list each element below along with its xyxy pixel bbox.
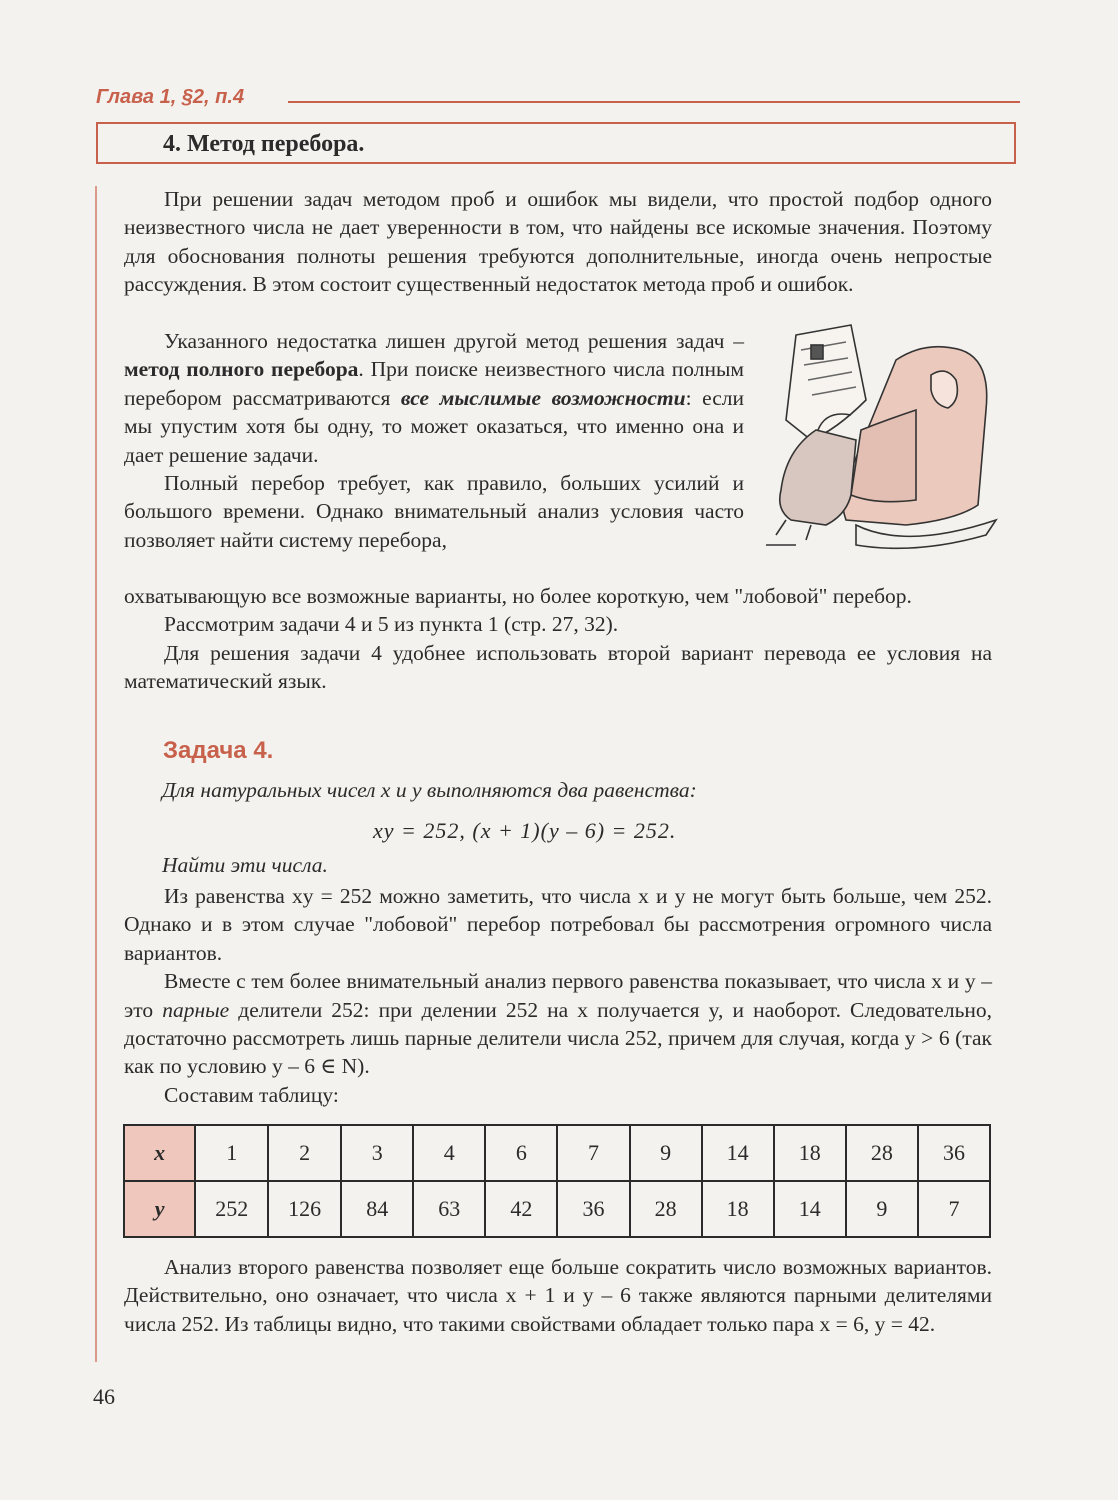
p7-emphasis: парные [162, 997, 230, 1022]
table-cell: 6 [485, 1125, 557, 1181]
table-cell: 7 [918, 1181, 990, 1237]
reader-illustration [756, 320, 1006, 550]
p2-text-e: : если мы упустим хотя бы одну, то может оказаться, что именно она и дает решение задачи. [124, 385, 744, 467]
table-cell: 9 [630, 1125, 702, 1181]
table-cell: 126 [268, 1181, 341, 1237]
table-cell: 3 [341, 1125, 413, 1181]
section-title: 4. Метод перебора. [163, 131, 365, 157]
table-row-y [124, 1181, 990, 1237]
paragraph-2-block [124, 327, 744, 554]
table-cell: 42 [485, 1181, 557, 1237]
table-header-x: x [124, 1125, 195, 1181]
table-cell: 36 [557, 1181, 629, 1237]
p7-text-a: Вместе с тем более внимательный анализ первого равенства показывает, что числа x и y – это [124, 969, 992, 1022]
margin-rule [95, 186, 97, 1362]
table-cell: 28 [846, 1125, 918, 1181]
paragraph-6-block [124, 882, 992, 1109]
table-cell: 28 [630, 1181, 702, 1237]
table-cell: 9 [846, 1181, 918, 1237]
table-cell: 18 [702, 1181, 774, 1237]
paragraph-3b-block [124, 582, 992, 696]
table-header-y: y [124, 1181, 195, 1237]
table-cell: 1 [195, 1125, 268, 1181]
p2-term: метод полного перебора [124, 357, 359, 382]
header-rule [288, 101, 1020, 103]
paragraph-9: Анализ второго равенства позволяет еще больше сократить число возможных вариантов. Действительно, оно означает, что числа x + 1 и y – 6 также являются парными делителями числа 252. Из таблицы видно, что такими свойствами обладает только пара x = 6, y = 42. [124, 1255, 992, 1336]
p7-text-c: делители 252: при делении 252 на x получается y, и наоборот. Следовательно, достаточно рассмотреть лишь парные делители числа 252, причем для случая, когда y > 6 (так как по условию y – 6 ∈ N). [124, 997, 993, 1079]
paragraph-8: Составим таблицу: [164, 1082, 339, 1107]
table-cell: 2 [268, 1125, 341, 1181]
table-cell: 14 [702, 1125, 774, 1181]
paragraph-2 [124, 327, 744, 469]
paragraph-4: Рассмотрим задачи 4 и 5 из пункта 1 (стр. 27, 32). [164, 612, 619, 637]
chapter-header: Глава 1, §2, п.4 [96, 86, 245, 108]
table-cell: 63 [413, 1181, 485, 1237]
paragraph-9-block [124, 1253, 992, 1338]
paragraph-6: Из равенства xy = 252 можно заметить, что числа x и y не могут быть больше, чем 252. Однако и в этом случае "лобовой" перебор потребовал бы рассмотрения огромного числа вариантов. [124, 884, 992, 965]
page-number: 46 [93, 1384, 115, 1409]
table-cell: 18 [774, 1125, 846, 1181]
table-row-x [124, 1125, 990, 1181]
paragraph-3b: охватывающую все возможные варианты, но более короткую, чем "лобовой" перебор. [124, 584, 912, 608]
task-formula: xy = 252, (x + 1)(y – 6) = 252. [373, 818, 677, 843]
table-cell: 84 [341, 1181, 413, 1237]
table-cell: 14 [774, 1181, 846, 1237]
paragraph-1-block [124, 185, 992, 299]
task-find: Найти эти числа. [162, 853, 328, 877]
task-statement: Для натуральных чисел x и y выполняются два равенства: [162, 778, 697, 802]
paragraph-7 [124, 967, 992, 1081]
divisor-table [123, 1124, 991, 1238]
p2-emphasis: все мыслимые возможности [400, 385, 686, 410]
paragraph-5: Для решения задачи 4 удобнее использовать второй вариант перевода ее условия на математический язык. [124, 640, 992, 694]
paragraph-1: При решении задач методом проб и ошибок мы видели, что простой подбор одного неизвестного числа не дает уверенности в том, что найдены все искомые значения. Поэтому для обоснования полноты решения требуются дополнительные, иногда очень непростые рассуждения. В этом состоит существенный недостаток метода проб и ошибок. [124, 187, 992, 297]
p2-text-a: Указанного недостатка лишен другой метод решения задач – [164, 329, 744, 353]
paragraph-3a: Полный перебор требует, как правило, больших усилий и большого времени. Однако внимательный анализ условия часто позволяет найти систему перебора, [124, 471, 744, 552]
section-title-box [96, 122, 1016, 164]
table-cell: 36 [918, 1125, 990, 1181]
table-cell: 7 [557, 1125, 629, 1181]
table-cell: 4 [413, 1125, 485, 1181]
task-title: Задача 4. [163, 737, 274, 764]
p2-text-c: . При поиске неизвестного числа полным перебором рассматриваются [124, 357, 745, 410]
table-cell: 252 [195, 1181, 268, 1237]
